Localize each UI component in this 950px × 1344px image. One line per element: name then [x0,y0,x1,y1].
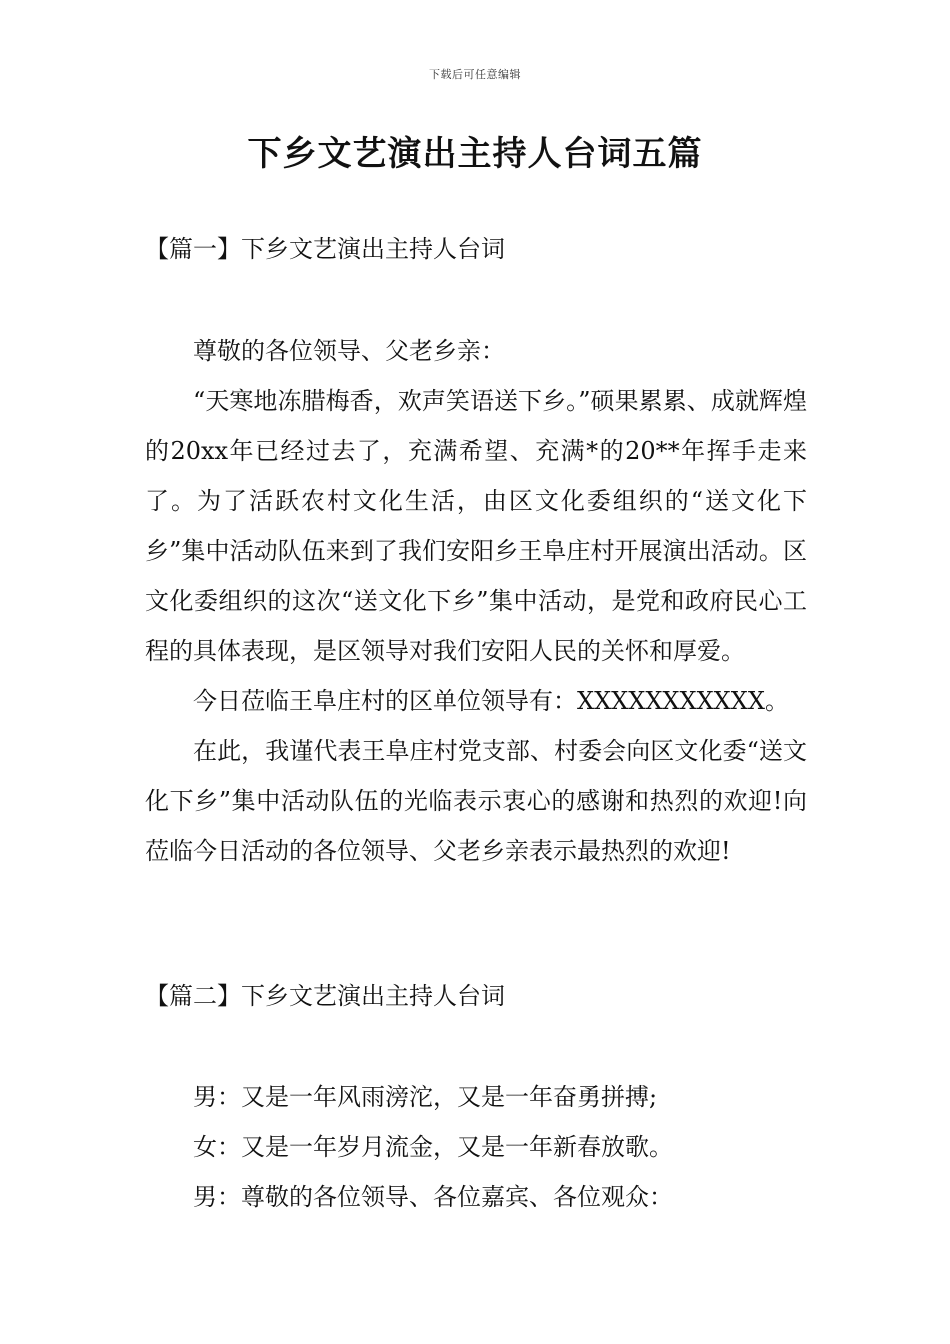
document-title: 下乡文艺演出主持人台词五篇 [247,134,703,174]
dialog-line: 女：又是一年岁月流金，又是一年新春放歌。 [193,1133,673,1161]
leaders-paragraph: 今日莅临王阜庄村的区单位领导有：XXXXXXXXXXX。 [193,687,789,715]
welcome-paragraph: 在此，我谨代表王阜庄村党支部、村委会向区文化委“送文化下乡”集中活动队伍的光临表示衷心的感谢和热烈的欢迎!向莅临今日活动的各位领导、父老乡亲表示最热烈的欢迎! [145,737,807,865]
greeting-paragraph: 尊敬的各位领导、父老乡亲： [193,337,505,365]
opening-paragraph: “天寒地冻腊梅香，欢声笑语送下乡。”硕果累累、成就辉煌的20xx年已经过去了，充满希望、充满*的20**年挥手走来了。为了活跃农村文化生活，由区文化委组织的“送文化下乡”集中活动队伍来到了我们安阳乡王阜庄村开展演出活动。区文化委组织的这次“送文化下乡”集中活动，是党和政府民心工程的具体表现，是区领导对我们安阳人民的关怀和厚爱。 [145,387,807,665]
section-heading-1: 【篇一】下乡文艺演出主持人台词 [145,235,505,263]
section-heading-2: 【篇二】下乡文艺演出主持人台词 [145,982,505,1010]
dialog-line: 男：又是一年风雨滂沱，又是一年奋勇拼搏; [193,1083,658,1111]
section-1-body [145,326,807,876]
section-2-body [145,1072,807,1222]
dialog-line: 男：尊敬的各位领导、各位嘉宾、各位观众： [193,1183,673,1211]
header-note: 下载后可任意编辑 [429,68,521,81]
